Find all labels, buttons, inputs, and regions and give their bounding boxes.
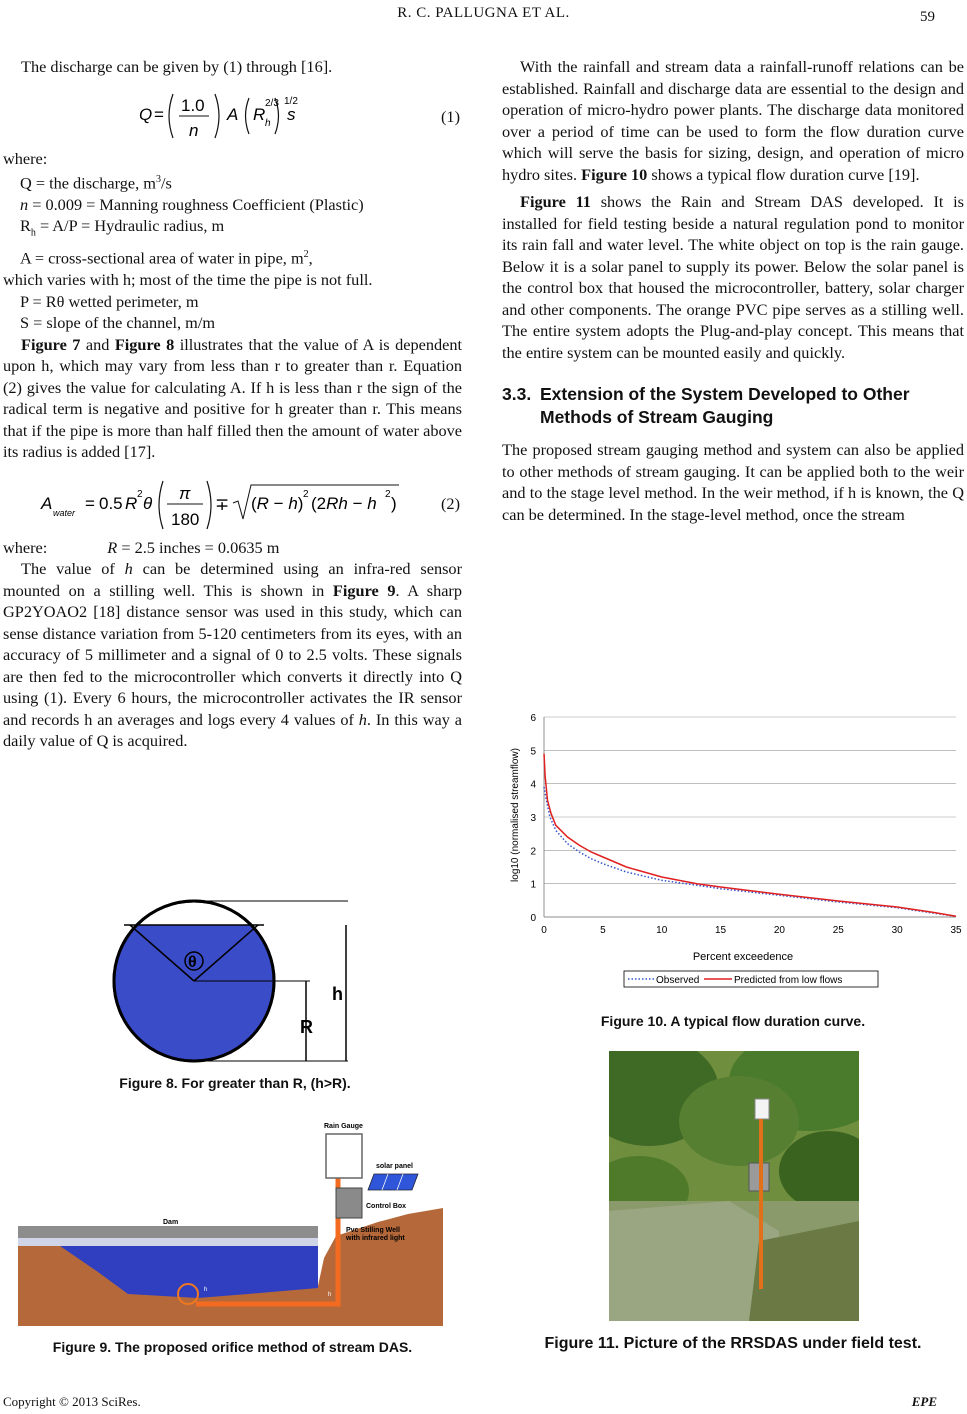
definition-s: S = slope of the channel, m/m xyxy=(20,313,216,333)
equation-2 xyxy=(3,463,462,537)
figure-10-chart xyxy=(508,705,963,995)
definition-rh: $R_h = A/P$ = Hydraulic radius, m xyxy=(20,216,225,239)
eq2-sub: water xyxy=(53,507,76,518)
solar-panel xyxy=(368,1174,418,1190)
variable-definitions xyxy=(3,169,462,334)
chart-grid xyxy=(544,717,956,917)
stilling-well-label-2: with infrared light xyxy=(346,1235,405,1242)
chart-legend xyxy=(624,971,878,987)
equation-2-number: (2) xyxy=(441,493,460,513)
svg-text:h: h xyxy=(204,1287,208,1293)
x-tick-label: 30 xyxy=(891,925,903,936)
y-tick-label: 1 xyxy=(530,879,536,891)
intro-paragraph: The discharge can be given by (1) through [16]. xyxy=(21,57,333,76)
legend-predicted: Predicted from low flows xyxy=(734,975,843,986)
paragraph-figure7-8: Figure 7 and Figure 8 illustrates that the value of A is dependent upon h, which may vary from less than r to greater than r. Equation (2) gives the value for calculating A. If h is less than r the sign of the radical term is negative and positive for h greater than r. This means that if the pipe is more than half filled then the amount of water above its radius is added [17]. xyxy=(3,334,462,462)
legend-observed: Observed xyxy=(656,975,700,986)
paragraph-rainfall-runoff: With the rainfall and stream data a rainfall-runoff relations can be established. Rainfall and discharge data are essential to the design and operation of micro-hydro power plants. The discharge data monitored over a period of time can be used to form the flow duration curve which will serve the basis for sizing, design, and operation of micro hydro sites. Figure 10 shows a typical flow duration curve [19]. xyxy=(502,57,964,184)
eq1-exp2: 1/2 xyxy=(284,95,298,107)
eq1-q: Q xyxy=(139,104,153,124)
h-label: h xyxy=(332,984,343,1004)
water-surface xyxy=(18,1238,318,1246)
water-fill xyxy=(110,925,280,1065)
figure-8-caption: Figure 8. For greater than R, (h>R). xyxy=(119,1075,351,1091)
paragraph-figure11: Figure 11 shows the Rain and Stream DAS developed. It is installed for field testing beside a natural regulation pond to monitor its rain fall and water level. The white object on top is the rain gauge. Below it is a solar panel to supply its power. Below the solar panel is the control box that housed the microcontroller, battery, solar charger and other components. The orange PVC pipe serves as a stilling well. The entire system adopts the Plug-and-play concept. This means that the entire system can be mounted easily and quickly. xyxy=(502,192,964,362)
svg-text:=: = xyxy=(85,493,95,513)
photo-stilling-well xyxy=(759,1119,763,1289)
right-column xyxy=(502,56,964,525)
x-tick-label: 10 xyxy=(656,925,668,936)
figure-9-stream-das-diagram xyxy=(18,1118,443,1326)
chart-xlabel: Percent exceedence xyxy=(692,951,794,963)
equation-2-formula xyxy=(3,463,403,537)
figure-8-pipe-diagram xyxy=(110,895,360,1065)
chart-ticks xyxy=(530,713,962,936)
definition-n: n = 0.009 = Manning roughness Coefficient (Plastic) xyxy=(20,194,364,214)
svg-text:h: h xyxy=(328,1292,332,1298)
svg-text:=: = xyxy=(154,104,164,124)
y-tick-label: 5 xyxy=(530,746,536,758)
equation-1 xyxy=(3,78,462,148)
x-tick-label: 5 xyxy=(600,925,606,936)
eq1-exp1: 2/3 xyxy=(265,97,279,109)
figure-9-caption: Figure 9. The proposed orifice method of stream DAS. xyxy=(52,1339,413,1355)
definition-q: Q = the discharge, $m^3/s$ xyxy=(20,173,172,193)
eq2-a: A xyxy=(41,493,53,513)
eq2-pi: π xyxy=(179,483,191,503)
figure-10-caption: Figure 10. A typical flow duration curve. xyxy=(600,1013,866,1029)
where-label-1: where: xyxy=(3,148,48,168)
eq1-sub-h: h xyxy=(265,117,271,129)
footer-copyright: Copyright © 2013 SciRes. xyxy=(3,1394,141,1409)
eq1-numerator: 1.0 xyxy=(181,95,205,115)
svg-text:(2Rh − h: (2Rh − h xyxy=(311,493,377,513)
definition-p: P = Rθ wetted perimeter, m xyxy=(20,291,199,311)
paragraph-ir-sensor: The value of h can be determined using an infra-red sensor mounted on a stilling well. This is shown in Figure 9. A sharp GP2YOAO2 [18] distance sensor was used in this study, which can sense distance variation from 5-120 centimeters from its eyes, with an accuracy of 5 millimeter and a signal of 0 to 2.5 volts. These signals are then fed to the microcontroller which converts it directly into Q using (1). Every 6 hours, the microcontroller activates the IR sensor and records h an averages and logs every 4 values of h. In this way a daily value of Q is acquired. xyxy=(3,559,462,751)
svg-text:2: 2 xyxy=(137,488,143,500)
definition-a-continued: which varies with h; most of the time the pipe is not full. xyxy=(3,270,373,290)
svg-text:): ) xyxy=(391,493,397,513)
eq1-s: s xyxy=(287,104,296,124)
equation-1-number: (1) xyxy=(441,106,460,126)
figure-9-svg xyxy=(18,1118,443,1326)
y-tick-label: 4 xyxy=(530,779,536,791)
x-tick-label: 15 xyxy=(715,925,727,936)
y-tick-label: 0 xyxy=(530,913,536,924)
equation-1-formula xyxy=(3,78,403,148)
y-tick-label: 3 xyxy=(530,813,536,824)
svg-text:∓: ∓ xyxy=(215,494,230,514)
figure-8-svg xyxy=(110,895,360,1065)
running-header xyxy=(0,5,967,29)
photo-rain-gauge xyxy=(755,1099,769,1119)
svg-text:(R − h): (R − h) xyxy=(251,493,304,513)
chart-series xyxy=(544,754,956,917)
eq1-denominator: n xyxy=(189,120,199,140)
eq2-180: 180 xyxy=(171,509,200,529)
eq1-r: R xyxy=(253,104,266,124)
x-tick-label: 25 xyxy=(832,925,844,936)
dam-label: Dam xyxy=(163,1219,179,1226)
theta-label: θ xyxy=(188,954,197,971)
flow-duration-chart xyxy=(508,705,963,995)
svg-text:2: 2 xyxy=(385,488,391,500)
x-tick-label: 20 xyxy=(773,925,785,936)
rain-gauge xyxy=(326,1134,362,1178)
dam xyxy=(18,1226,318,1238)
svg-text:θ: θ xyxy=(143,493,153,513)
eq1-a: A xyxy=(227,104,239,124)
section-heading-3-3: 3.3. Extension of the System Developed to Other Methods of Stream Gauging xyxy=(502,384,910,427)
solar-panel-label: solar panel xyxy=(376,1163,413,1170)
stilling-well-label: Pvc Stilling Well xyxy=(346,1227,400,1234)
where-line-2: where: R = 2.5 inches = 0.0635 m xyxy=(3,537,280,557)
paragraph-extension: The proposed stream gauging method and system can also be applied to other methods of stream gauging. It can be applied both to the weir and to the stage level method. In the weir method, if h is known, the Q can be determined. In the stage-level method, once the stream xyxy=(502,440,964,524)
chart-ylabel: log10 (normalised streamflow) xyxy=(510,748,521,882)
field-test-photo xyxy=(609,1051,859,1321)
series-line-predicted xyxy=(544,754,956,917)
y-tick-label: 2 xyxy=(530,846,536,858)
eq2-coef: 0.5 xyxy=(99,493,123,513)
svg-text:2: 2 xyxy=(303,488,309,500)
rain-gauge-label: Rain Gauge xyxy=(324,1123,363,1130)
footer-journal: EPE xyxy=(911,1394,937,1409)
control-box-label: Control Box xyxy=(366,1203,407,1210)
y-tick-label: 6 xyxy=(530,713,536,724)
series-line-observed xyxy=(544,787,956,916)
page-number: 59 xyxy=(920,9,935,25)
definition-a: A = cross-sectional area of water in pipe, $m^2$, xyxy=(20,248,313,268)
svg-text:R: R xyxy=(125,493,138,513)
header-title: R. C. PALLUGNA ET AL. xyxy=(397,5,570,21)
figure-11-caption: Figure 11. Picture of the RRSDAS under field test. xyxy=(544,1335,922,1352)
figure-11-photo xyxy=(609,1051,859,1321)
x-tick-label: 0 xyxy=(541,925,547,936)
left-column xyxy=(3,56,462,752)
x-tick-label: 35 xyxy=(950,925,962,936)
r-label: R xyxy=(300,1017,313,1037)
control-box xyxy=(336,1188,362,1218)
